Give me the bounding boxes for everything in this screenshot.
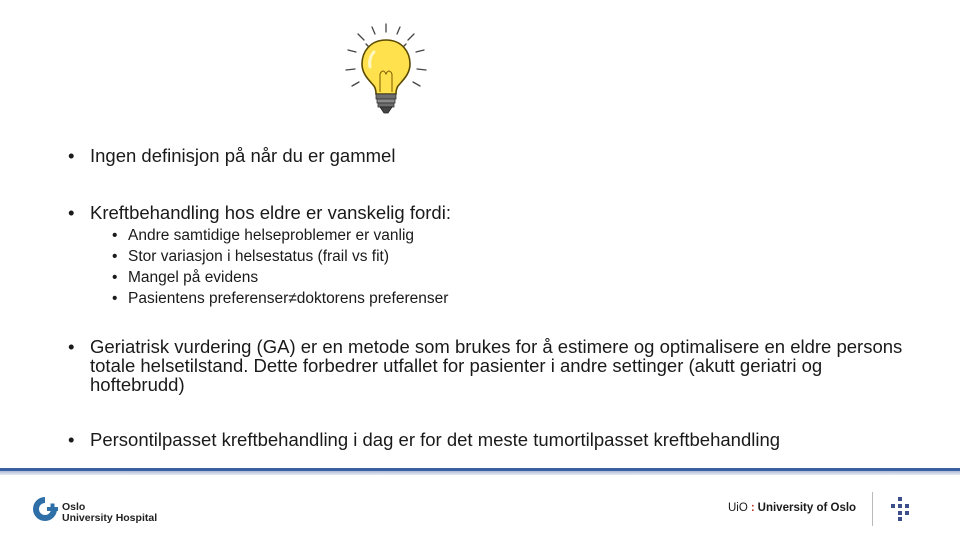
sub-bullet-text: Mangel på evidens bbox=[128, 269, 259, 286]
bullet-dot: • bbox=[68, 145, 75, 166]
lightbulb-icon bbox=[336, 22, 436, 118]
uio-name: University of Oslo bbox=[757, 502, 857, 514]
sub-bullet-dot: • bbox=[112, 290, 118, 307]
logo-line-2: University Hospital bbox=[62, 512, 158, 524]
bullet-text: Ingen definisjon på når du er gammel bbox=[90, 145, 396, 166]
bullet-dot: • bbox=[68, 202, 75, 223]
footer-divider bbox=[0, 468, 960, 475]
uio-short: UiO bbox=[728, 502, 748, 514]
uio-logo-mark bbox=[886, 496, 914, 522]
sub-bullet-text: Andre samtidige helseproblemer er vanlig bbox=[128, 227, 415, 244]
bullet-text: Kreftbehandling hos eldre er vanskelig fordi: bbox=[90, 202, 451, 223]
sub-bullet-text: Stor variasjon i helsestatus (frail vs fit) bbox=[128, 248, 390, 265]
bullet-dot: • bbox=[68, 336, 75, 357]
logo-line-1: Oslo bbox=[62, 501, 86, 513]
logo-divider bbox=[872, 492, 873, 526]
sub-bullet-dot: • bbox=[112, 248, 118, 265]
bullet-text: Persontilpasset kreftbehandling i dag er for det meste tumortilpasset kreftbehandling bbox=[90, 429, 781, 450]
bullet-dot: • bbox=[68, 429, 75, 450]
uio-separator: : bbox=[750, 502, 755, 514]
bullet-text: Geriatrisk vurdering (GA) er en metode som brukes for å estimere og optimalisere en eldre persons totale helsetilstand. Dette forbedrer utfallet for pasienter i andre settinger (akutt geriatri og hoftebrudd) bbox=[90, 336, 903, 395]
sub-bullet-text: Pasientens preferenser≠doktorens preferenser bbox=[128, 290, 449, 307]
sub-bullet-dot: • bbox=[112, 269, 118, 286]
sub-bullet-dot: • bbox=[112, 227, 118, 244]
oslo-university-hospital-logo bbox=[30, 494, 60, 524]
uio-wordmark bbox=[728, 502, 856, 514]
oslo-university-hospital-name bbox=[62, 502, 157, 524]
